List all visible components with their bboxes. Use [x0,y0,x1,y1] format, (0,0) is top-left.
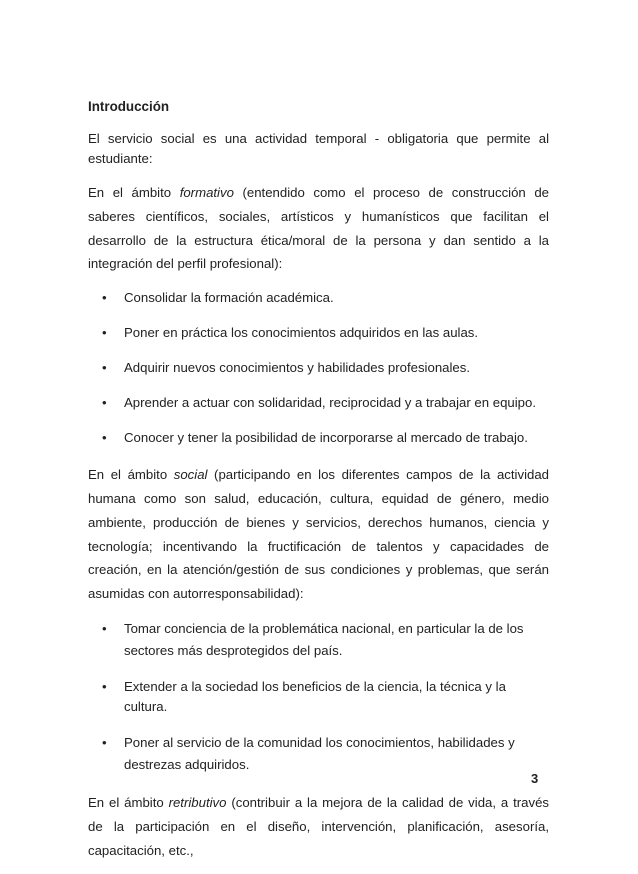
list-item-text: Poner en práctica los conocimientos adquiridos en las aulas. [124,325,479,341]
list-item [88,732,549,776]
social-pre: En el ámbito [88,467,174,483]
bullet-icon: • [102,430,107,446]
intro-paragraph: El servicio social es una actividad temporal - obligatoria que permite al estudiante: [88,131,549,166]
bullet-icon: • [102,360,107,376]
bullet-icon: • [102,620,107,636]
list-item-text: Poner al servicio de la comunidad los conocimientos, habilidades y destrezas adquiridos. [124,734,515,772]
list-item [88,393,549,413]
list-item [88,677,549,717]
bullet-icon: • [102,395,107,411]
bullet-icon: • [102,734,107,750]
list-item-text: Aprender a actuar con solidaridad, reciprocidad y a trabajar en equipo. [124,395,536,411]
social-paragraph [88,463,549,606]
bullet-icon: • [102,678,107,694]
retributivo-pre: En el ámbito [88,794,169,810]
list-item-text: Adquirir nuevos conocimientos y habilidades profesionales. [124,360,471,376]
social-term: social [173,467,208,483]
formativo-list [88,288,549,448]
list-item [88,288,549,308]
social-list [88,618,549,776]
social-post: (participando en los diferentes campos de la actividad humana como son salud, educación, cultura, equidad de género, medio ambiente, producción de bienes y servicios, derechos humanos, ciencia y tecnología; incentivando la fructificación de talentos y capacidades de creación, en la atención/gestión de sus condiciones y problemas, que serán asumidas con autorresponsabilidad): [88,467,550,602]
formativo-pre: En el ámbito [88,185,180,200]
document-page [88,97,549,874]
bullet-icon: • [102,290,107,306]
formativo-post: (entendido como el proceso de construcción de saberes científicos, sociales, artísticos y humanísticos que facilitan el desarrollo de la estructura ética/moral de la persona y dan sentido a la integración del perfil profesional): [88,185,550,272]
list-item-text: Tomar conciencia de la problemática nacional, en particular la de los sectores más desprotegidos del país. [124,620,524,658]
list-item [88,323,549,343]
list-item-text: Consolidar la formación académica. [124,290,334,306]
formativo-term: formativo [179,185,234,200]
page-number: 3 [531,771,539,786]
section-heading: Introducción [88,99,170,114]
list-item-text: Conocer y tener la posibilidad de incorporarse al mercado de trabajo. [124,430,528,446]
list-item [88,618,549,662]
formativo-paragraph [88,181,549,276]
list-item [88,428,549,448]
retributivo-post: (contribuir a la mejora de la calidad de vida, a través de la participación en el diseño, intervención, planificación, asesoría, capacitación, etc., [88,794,550,858]
retributivo-term: retributivo [168,794,227,810]
retributivo-paragraph [88,791,549,862]
list-item [88,358,549,378]
bullet-icon: • [102,325,107,341]
list-item-text: Extender a la sociedad los beneficios de la ciencia, la técnica y la cultura. [124,678,506,714]
